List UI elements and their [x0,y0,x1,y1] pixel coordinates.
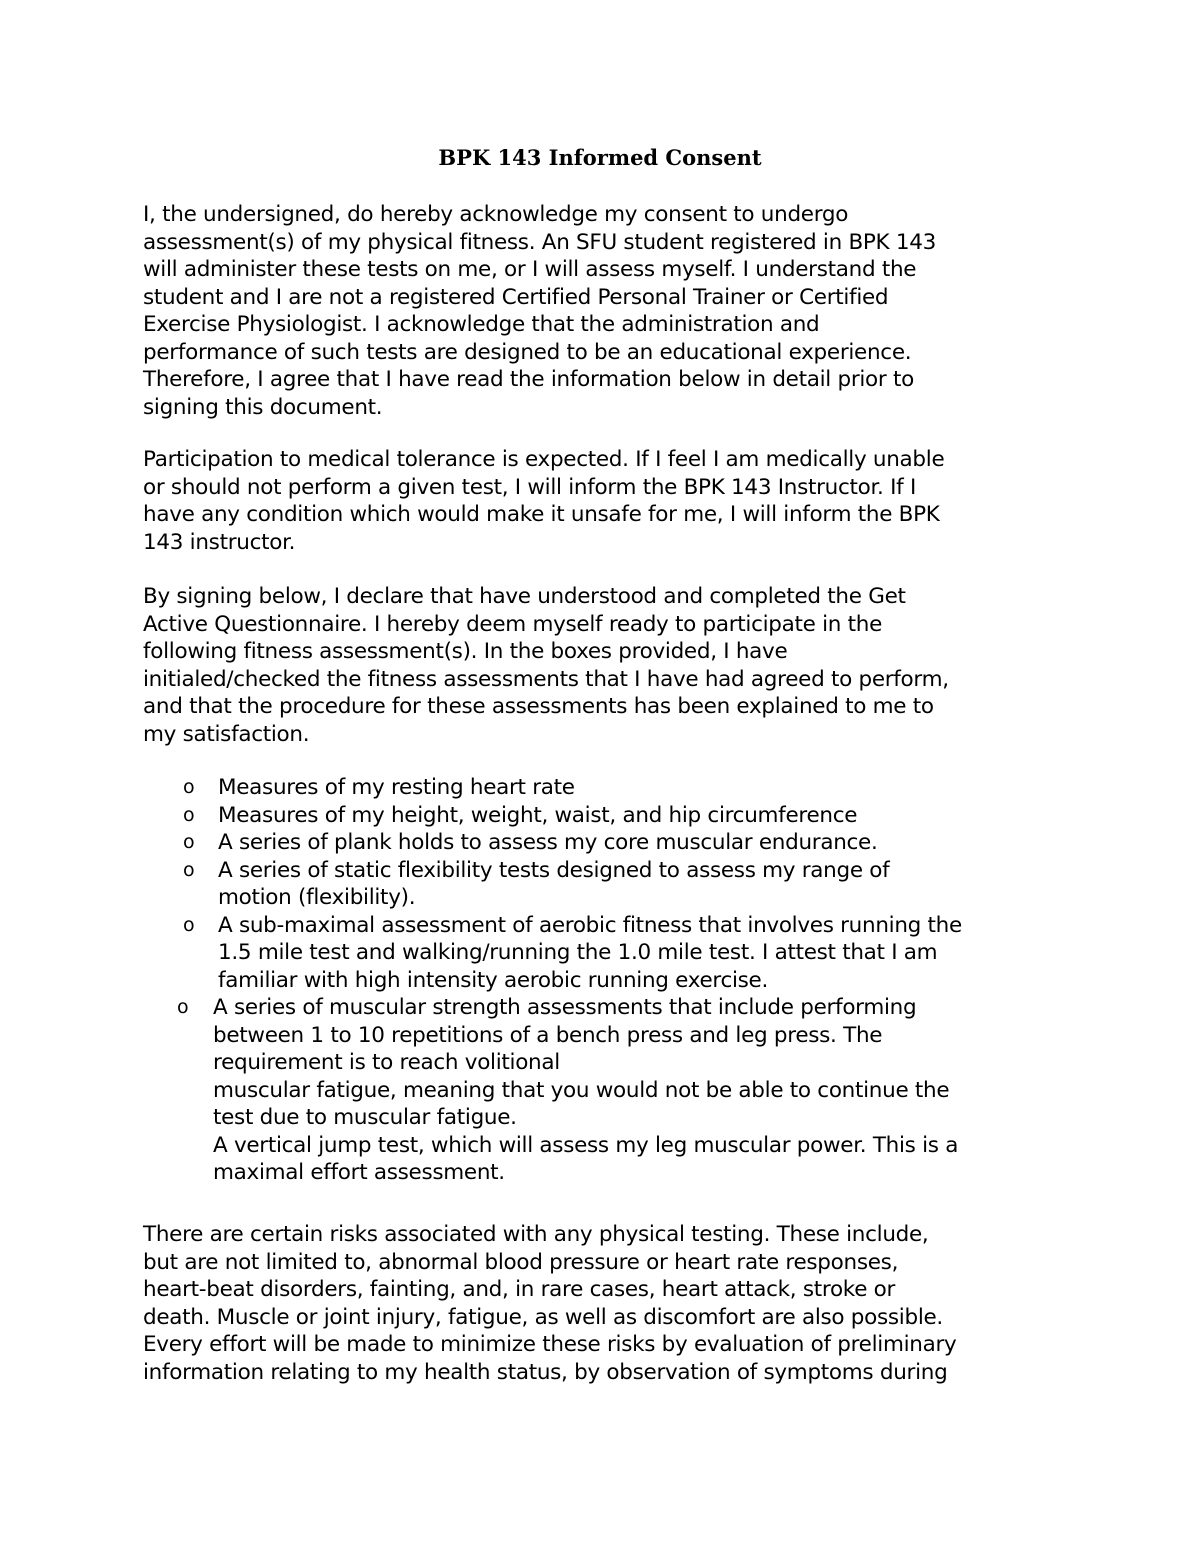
text-line: motion (flexibility). [218,885,416,910]
document-title: BPK 143 Informed Consent [438,145,762,170]
text-line: Every effort will be made to minimize these risks by evaluation of preliminary [143,1332,957,1357]
text-line: Active Questionnaire. I hereby deem myself ready to participate in the [143,611,883,637]
text-line: A vertical jump test, which will assess my leg muscular power. This is a [213,1132,959,1158]
assessment-list [143,774,1073,1187]
text-line: have any condition which would make it unsafe for me, I will inform the BPK [143,502,940,527]
text-line: A series of plank holds to assess my core muscular endurance. [218,830,878,855]
paragraph-consent [143,201,1073,421]
text-line: my satisfaction. [143,721,310,747]
bullet-marker: o [183,831,195,853]
text-line: There are certain risks associated with any physical testing. These include, [143,1222,929,1247]
bullet-marker: o [183,858,195,881]
list-item [143,829,1073,857]
paragraph-risks [143,1221,1073,1386]
text-line: between 1 to 10 repetitions of a bench press and leg press. The [213,1022,883,1048]
text-line: maximal effort assessment. [213,1160,505,1185]
list-item [143,994,1073,1187]
text-line: initialed/checked the fitness assessments that I have had agreed to perform, [143,666,949,692]
text-line: Therefore, I agree that I have read the information below in detail prior to [143,367,914,392]
list-item-text [218,912,1073,995]
bullet-marker: o [183,776,195,798]
text-line: familiar with high intensity aerobic running exercise. [218,967,769,993]
text-line: test due to muscular fatigue. [213,1105,517,1130]
text-line: 143 instructor. [143,529,296,555]
list-item-text [218,774,1073,802]
list-item [143,802,1073,830]
text-line: performance of such tests are designed to be an educational experience. [143,339,912,365]
text-line: heart-beat disorders, fainting, and, in rare cases, heart attack, stroke or [143,1277,896,1302]
text-line: Participation to medical tolerance is expected. If I feel I am medically unable [143,447,945,472]
text-line: signing this document. [143,394,383,420]
text-line: student and I are not a registered Certified Personal Trainer or Certified [143,284,889,310]
text-line: Measures of my resting heart rate [218,775,575,800]
list-item-text [218,857,1073,912]
text-line: 1.5 mile test and walking/running the 1.0 mile test. I attest that I am [218,940,938,965]
list-item [143,774,1073,802]
text-line: I, the undersigned, do hereby acknowledge my consent to undergo [143,202,849,227]
paragraph-medical-tolerance [143,446,1073,556]
text-line: muscular fatigue, meaning that you would not be able to continue the [213,1077,950,1103]
text-line: assessment(s) of my physical fitness. An SFU student registered in BPK 143 [143,229,937,255]
list-item [143,912,1073,995]
text-line: requirement is to reach volitional [213,1050,560,1075]
list-item-text [218,802,1073,830]
text-line: A sub-maximal assessment of aerobic fitness that involves running the [218,912,962,938]
text-line: following fitness assessment(s). In the boxes provided, I have [143,639,788,664]
text-line: but are not limited to, abnormal blood pressure or heart rate responses, [143,1249,899,1275]
text-line: death. Muscle or joint injury, fatigue, as well as discomfort are also possible. [143,1304,943,1330]
bullet-marker: o [183,913,195,936]
list-item-text [213,994,1073,1187]
text-line: Exercise Physiologist. I acknowledge that the administration and [143,312,820,337]
text-line: will administer these tests on me, or I will assess myself. I understand the [143,257,917,282]
text-line: Measures of my height, weight, waist, and hip circumference [218,802,858,828]
list-item-text [218,829,1073,857]
text-line: A series of static flexibility tests designed to assess my range of [218,857,890,883]
bullet-marker: o [183,803,195,826]
bullet-marker: o [177,996,189,1018]
paragraph-declaration [143,583,1073,748]
text-line: By signing below, I declare that have understood and completed the Get [143,584,906,609]
text-line: or should not perform a given test, I will inform the BPK 143 Instructor. If I [143,474,917,500]
text-line: and that the procedure for these assessments has been explained to me to [143,694,934,719]
text-line: A series of muscular strength assessments that include performing [213,995,917,1020]
text-line: information relating to my health status, by observation of symptoms during [143,1359,948,1385]
list-item [143,857,1073,912]
